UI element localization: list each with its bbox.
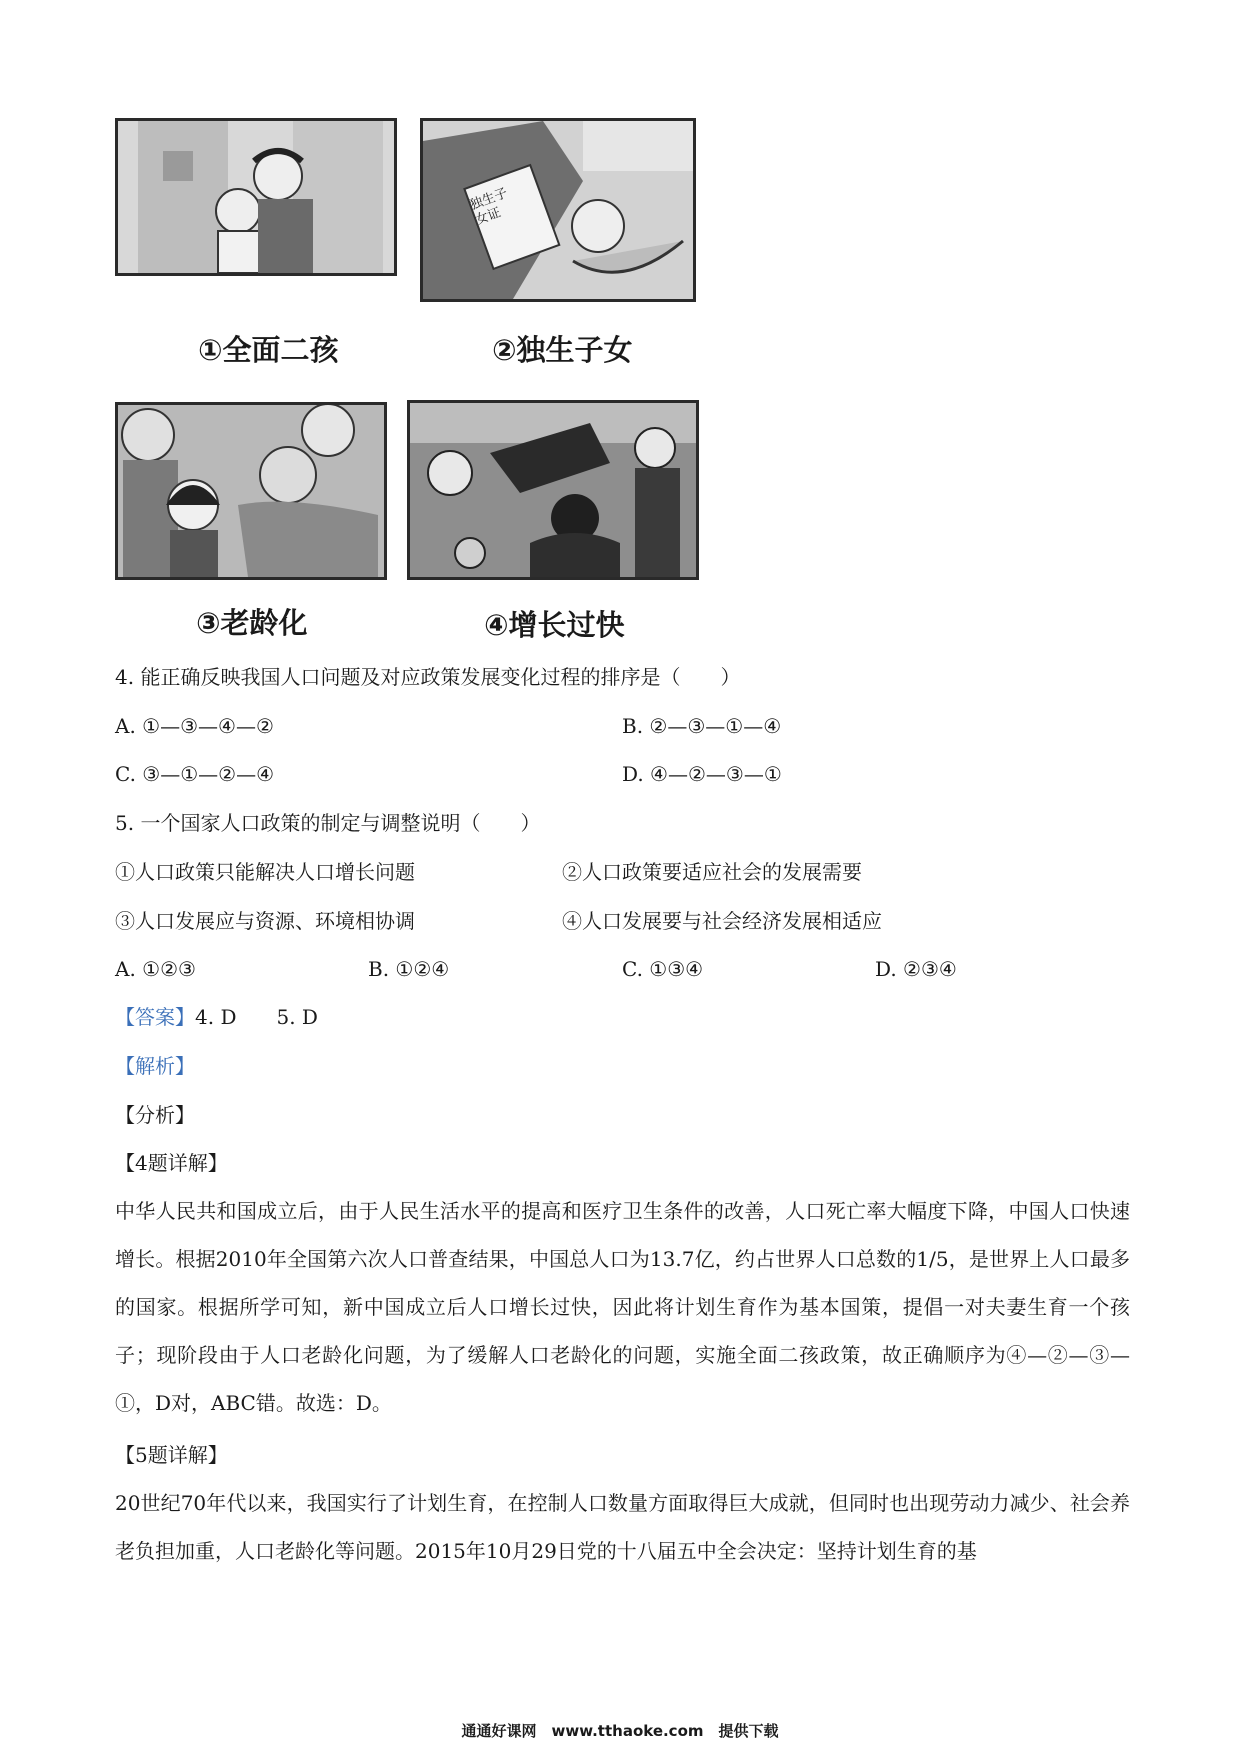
question-4-stem: 4. 能正确反映我国人口问题及对应政策发展变化过程的排序是（ ） — [115, 665, 741, 689]
caption-3: ③老龄化 — [196, 606, 308, 640]
q5-option-a: A. ①②③ — [115, 957, 196, 981]
answer-line — [115, 1005, 318, 1029]
q4-detail-label: 【4题详解】 — [115, 1151, 228, 1175]
answer-value: 4. D 5. D — [195, 1005, 318, 1029]
question-5-stem: 5. 一个国家人口政策的制定与调整说明（ ） — [115, 811, 541, 835]
q5-statement-4: ④人口发展要与社会经济发展相适应 — [562, 909, 882, 933]
q4-option-c: C. ③—①—②—④ — [115, 762, 275, 786]
rapid-growth-illustration — [410, 403, 696, 577]
footer-source: 通通好课网 www.tthaoke.com 提供下载 — [461, 1722, 779, 1740]
q5-statement-1: ①人口政策只能解决人口增长问题 — [115, 860, 415, 884]
analysis-label: 【解析】 — [115, 1054, 195, 1078]
q5-detail-text: 20世纪70年代以来，我国实行了计划生育，在控制人口数量方面取得巨大成就，但同时也出现劳动力减少、社会养老负担加重，人口老龄化等问题。2015年10月29日党的十八届五中全会决定：坚持计划生育的基 — [115, 1491, 1130, 1563]
q4-option-a: A. ①—③—④—② — [115, 714, 274, 738]
q4-option-d: D. ④—②—③—① — [622, 762, 782, 786]
caption-2: ②独生子女 — [492, 333, 633, 367]
q5-option-b: B. ①②④ — [368, 957, 450, 981]
q5-statement-3: ③人口发展应与资源、环境相协调 — [115, 909, 415, 933]
caption-1: ①全面二孩 — [198, 333, 339, 367]
q5-statement-2: ②人口政策要适应社会的发展需要 — [562, 860, 862, 884]
caption-4: ④增长过快 — [484, 608, 625, 642]
family-two-children-illustration — [118, 121, 394, 273]
certificate-text: 独生子女证 — [467, 185, 510, 229]
one-child-certificate-illustration — [423, 121, 693, 299]
illustration-panel-3 — [115, 402, 387, 580]
q5-detail-label: 【5题详解】 — [115, 1443, 228, 1467]
illustration-panel-4 — [407, 400, 699, 580]
q5-option-d: D. ②③④ — [875, 957, 957, 981]
aging-illustration — [118, 405, 384, 577]
q4-detail-text: 中华人民共和国成立后，由于人民生活水平的提高和医疗卫生条件的改善，人口死亡率大幅度下降，中国人口快速增长。根据2010年全国第六次人口普查结果，中国总人口为13.7亿，约占世界人口总数的1/5，是世界上人口最多的国家。根据所学可知，新中国成立后人口增长过快，因此将计划生育作为基本国策，提倡一对夫妻生育一个孩子；现阶段由于人口老龄化问题，为了缓解人口老龄化的问题，实施全面二孩政策，故正确顺序为④—②—③—①，D对，ABC错。故选：D。 — [115, 1199, 1130, 1415]
illustration-panel-1 — [115, 118, 397, 276]
answer-label: 【答案】 — [115, 1005, 195, 1029]
fenxi-label: 【分析】 — [115, 1103, 195, 1127]
q5-option-c: C. ①③④ — [622, 957, 704, 981]
illustration-panel-2 — [420, 118, 696, 302]
q4-option-b: B. ②—③—①—④ — [622, 714, 782, 738]
